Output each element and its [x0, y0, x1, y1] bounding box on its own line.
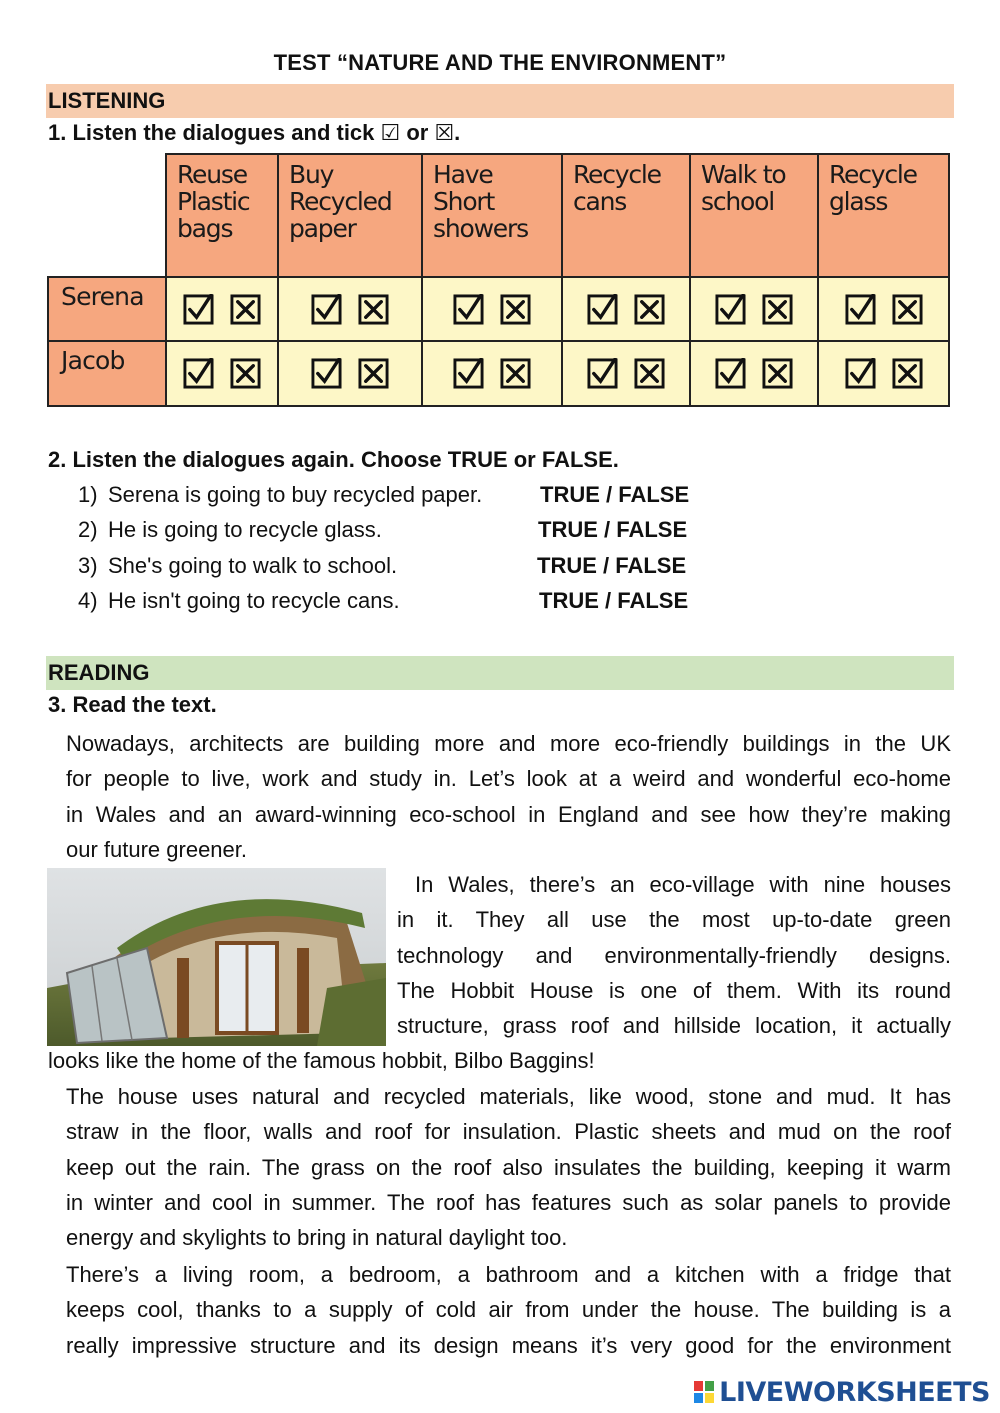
- column-header: Buy Recycled paper: [278, 154, 422, 277]
- text-line: for people to live, work and study in. Let’s look at a weird and wonderful eco-home: [66, 766, 951, 792]
- tick-cell: [278, 341, 422, 406]
- cross-box-icon[interactable]: [500, 294, 531, 325]
- table-row: [48, 277, 949, 341]
- reading-heading: READING: [46, 656, 954, 690]
- text-line: in it. They all use the most up-to-date green: [397, 907, 951, 933]
- statement-number: 4): [78, 588, 98, 613]
- listening-heading: LISTENING: [46, 84, 954, 118]
- statement-number: 3): [78, 553, 98, 578]
- column-header: Walk to school: [690, 154, 818, 277]
- text-line: energy and skylights to bring in natural daylight too.: [66, 1225, 568, 1251]
- check-box-icon[interactable]: [715, 294, 746, 325]
- statement-text: She's going to walk to school.: [108, 553, 398, 578]
- column-header: Recycle cans: [562, 154, 690, 277]
- text-line: The house uses natural and recycled materials, like wood, stone and mud. It has: [66, 1084, 951, 1109]
- tick-cell: [166, 277, 278, 341]
- check-box-icon[interactable]: [587, 294, 618, 325]
- column-header: Reuse Plastic bags: [166, 154, 278, 277]
- statement-number: 1): [78, 482, 98, 507]
- true-false-choice[interactable]: TRUE / FALSE: [538, 517, 688, 542]
- liveworksheets-logo[interactable]: [693, 1376, 990, 1408]
- tick-cell: [690, 341, 818, 406]
- tick-cell: [818, 341, 949, 406]
- cross-box-icon[interactable]: [230, 358, 261, 389]
- check-box-icon[interactable]: [311, 358, 342, 389]
- logo-mark-icon: [693, 1380, 715, 1404]
- cross-box-icon[interactable]: [892, 358, 923, 389]
- text-line: keep out the rain. The grass on the roof also insulates the building, keeping it warm: [66, 1154, 951, 1180]
- tick-cell: [422, 341, 562, 406]
- paragraph-4: [48, 1257, 951, 1363]
- text-line: In Wales, there’s an eco-village with nine houses: [415, 872, 951, 897]
- statement-text: Serena is going to buy recycled paper.: [108, 482, 483, 507]
- tick-cell: [562, 341, 690, 406]
- check-box-icon[interactable]: [715, 358, 746, 389]
- true-false-choice[interactable]: TRUE / FALSE: [539, 588, 689, 613]
- paragraph-2-wrapped: [397, 867, 951, 1043]
- column-header: Recycle glass: [818, 154, 949, 277]
- check-box-icon[interactable]: [183, 358, 214, 389]
- cross-box-icon[interactable]: [634, 294, 665, 325]
- true-false-choice[interactable]: TRUE / FALSE: [537, 553, 687, 578]
- page-title: TEST “NATURE AND THE ENVIRONMENT”: [273, 50, 727, 75]
- check-box-icon[interactable]: [587, 358, 618, 389]
- table-row: [48, 341, 949, 406]
- tick-table: [47, 153, 950, 407]
- cross-box-icon[interactable]: [500, 358, 531, 389]
- text-line: Nowadays, architects are building more and more eco-friendly buildings in the UK: [66, 731, 951, 756]
- tick-cell: [690, 277, 818, 341]
- cross-box-icon[interactable]: [230, 294, 261, 325]
- check-box-icon[interactable]: [453, 358, 484, 389]
- cross-box-icon[interactable]: [358, 358, 389, 389]
- row-header: Serena: [48, 277, 166, 341]
- statement-text: He is going to recycle glass.: [108, 517, 382, 542]
- cross-box-icon[interactable]: [634, 358, 665, 389]
- text-line: looks like the home of the famous hobbit, Bilbo Baggins!: [48, 1048, 595, 1073]
- cross-box-icon[interactable]: [762, 358, 793, 389]
- row-header: Jacob: [48, 341, 166, 406]
- tick-cell: [562, 277, 690, 341]
- text-line: in Wales and an award-winning eco-school in England and see how they’re making: [66, 801, 951, 827]
- text-line: straw in the floor, walls and roof for insulation. Plastic sheets and mud on the roof: [66, 1119, 951, 1145]
- text-line: really impressive structure and its design means it’s very good for the environment: [66, 1332, 951, 1358]
- check-box-icon[interactable]: [311, 294, 342, 325]
- statement-text: He isn't going to recycle cans.: [108, 588, 400, 613]
- cross-box-icon[interactable]: [358, 294, 389, 325]
- check-box-icon[interactable]: [845, 294, 876, 325]
- paragraph-2-tail: [48, 1043, 951, 1078]
- check-box-icon[interactable]: [183, 294, 214, 325]
- tick-cell: [166, 341, 278, 406]
- tick-cell: [422, 277, 562, 341]
- table-corner: [48, 154, 166, 277]
- statement-number: 2): [78, 517, 98, 542]
- question-1: 1. Listen the dialogues and tick ☑ or ☒.: [48, 120, 461, 145]
- check-box-icon[interactable]: [845, 358, 876, 389]
- text-line: in winter and cool in summer. The roof has features such as solar panels to provide: [66, 1189, 951, 1215]
- text-line: our future greener.: [66, 836, 248, 862]
- paragraph-1: [48, 726, 951, 867]
- hobbit-house-photo: [47, 868, 386, 1046]
- text-line: There’s a living room, a bedroom, a bathroom and a kitchen with a fridge that: [66, 1262, 951, 1287]
- text-line: keeps cool, thanks to a supply of cold air from under the house. The building is a: [66, 1297, 951, 1323]
- question-2: 2. Listen the dialogues again. Choose TRUE or FALSE.: [48, 447, 619, 472]
- paragraph-3: [48, 1079, 951, 1255]
- check-box-icon[interactable]: [453, 294, 484, 325]
- cross-box-icon[interactable]: [892, 294, 923, 325]
- column-header: Have Short showers: [422, 154, 562, 277]
- true-false-choice[interactable]: TRUE / FALSE: [540, 482, 690, 507]
- cross-box-icon[interactable]: [762, 294, 793, 325]
- logo-text: LIVEWORKSHEETS: [719, 1376, 990, 1408]
- text-line: The Hobbit House is one of them. With its round: [397, 977, 951, 1003]
- tick-cell: [278, 277, 422, 341]
- tick-cell: [818, 277, 949, 341]
- text-line: structure, grass roof and hillside location, it actually: [397, 1013, 951, 1039]
- question-3: 3. Read the text.: [48, 692, 217, 717]
- text-line: technology and environmentally-friendly designs.: [397, 942, 951, 968]
